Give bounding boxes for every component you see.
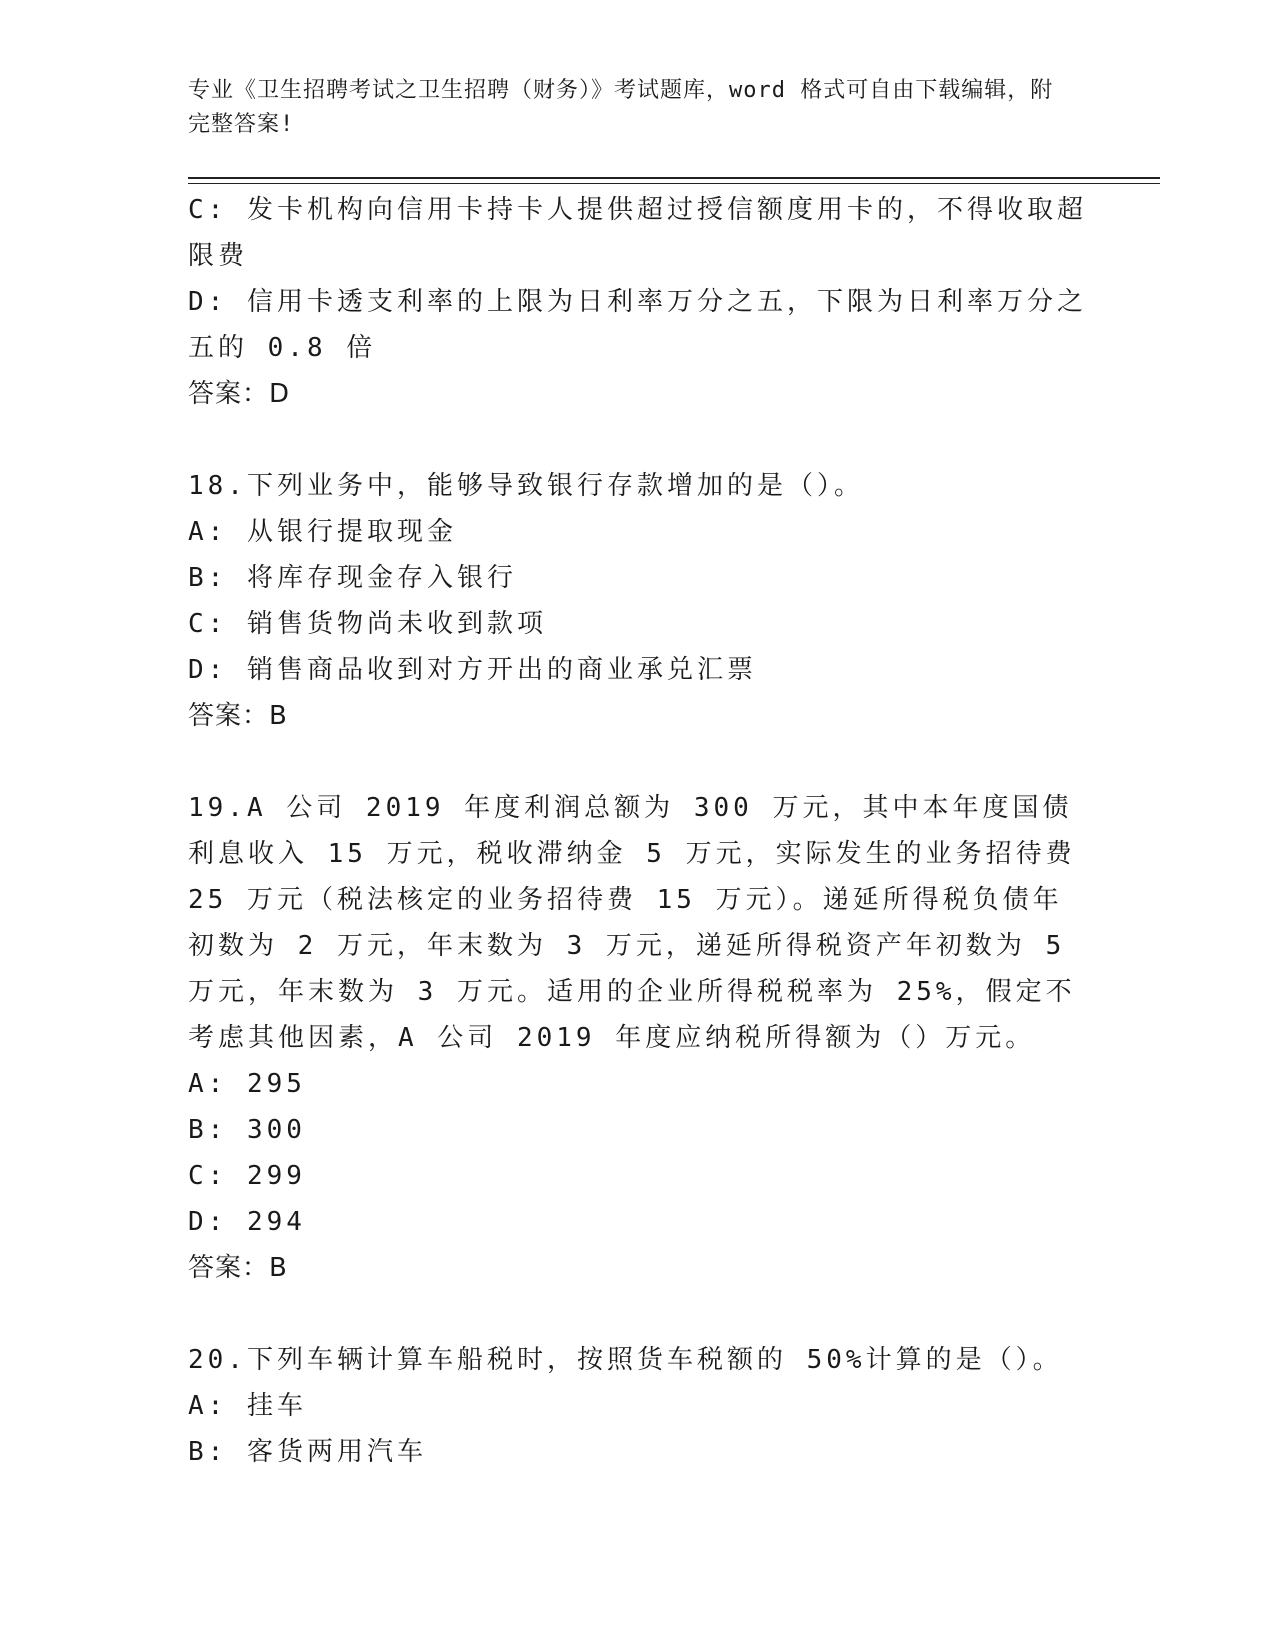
option-d: D: 销售商品收到对方开出的商业承兑汇票 (188, 655, 757, 685)
answer: 答案：B (188, 701, 288, 731)
question-stem: 19.A 公司 2019 年度利润总额为 300 万元，其中本年度国债利息收入 15 万元，税收滞纳金 5 万元，实际发生的业务招待费 25 万元（税法核定的业务招待费 15 万元）。递延所得税负债年初数为 2 万元，年末数为 3 万元，递延所得税资产年初数为 5 万元，年末数为 3 万元。适用的企业所得税税率为 25%，假定不考虑其他因素，A 公司 2019 年度应纳税所得额为（）万元。 (188, 793, 1096, 1053)
question-18 (188, 463, 1088, 739)
answer: 答案：D (188, 379, 291, 409)
option-b: B: 客货两用汽车 (188, 1437, 427, 1467)
option-c: C: 发卡机构向信用卡持卡人提供超过授信额度用卡的，不得收取超限费 (188, 195, 1087, 271)
header-rule-thin (188, 183, 1160, 184)
spacer (188, 1291, 1088, 1337)
option-c: C: 299 (188, 1161, 306, 1191)
spacer (188, 417, 1088, 463)
question-20 (188, 1337, 1088, 1475)
option-b: B: 300 (188, 1115, 306, 1145)
header-rule-thick (188, 177, 1160, 179)
option-a: A: 295 (188, 1069, 306, 1099)
document-header (188, 74, 1068, 142)
option-c: C: 销售货物尚未收到款项 (188, 609, 547, 639)
question-stem: 20.下列车辆计算车船税时，按照货车税额的 50%计算的是（）。 (188, 1345, 1063, 1375)
question-19 (188, 785, 1096, 1291)
option-a: A: 挂车 (188, 1391, 307, 1421)
header-intro-text: 专业《卫生招聘考试之卫生招聘（财务）》考试题库，word 格式可自由下载编辑，附完整答案! (188, 78, 1054, 137)
option-a: A: 从银行提取现金 (188, 517, 457, 547)
document-body (188, 187, 1096, 1475)
option-d: D: 信用卡透支利率的上限为日利率万分之五，下限为日利率万分之五的 0.8 倍 (188, 287, 1087, 363)
spacer (188, 739, 1088, 785)
option-d: D: 294 (188, 1207, 306, 1237)
prev-question-block (188, 187, 1088, 417)
question-stem: 18.下列业务中，能够导致银行存款增加的是（）。 (188, 471, 864, 501)
option-b: B: 将库存现金存入银行 (188, 563, 517, 593)
answer: 答案：B (188, 1253, 288, 1283)
